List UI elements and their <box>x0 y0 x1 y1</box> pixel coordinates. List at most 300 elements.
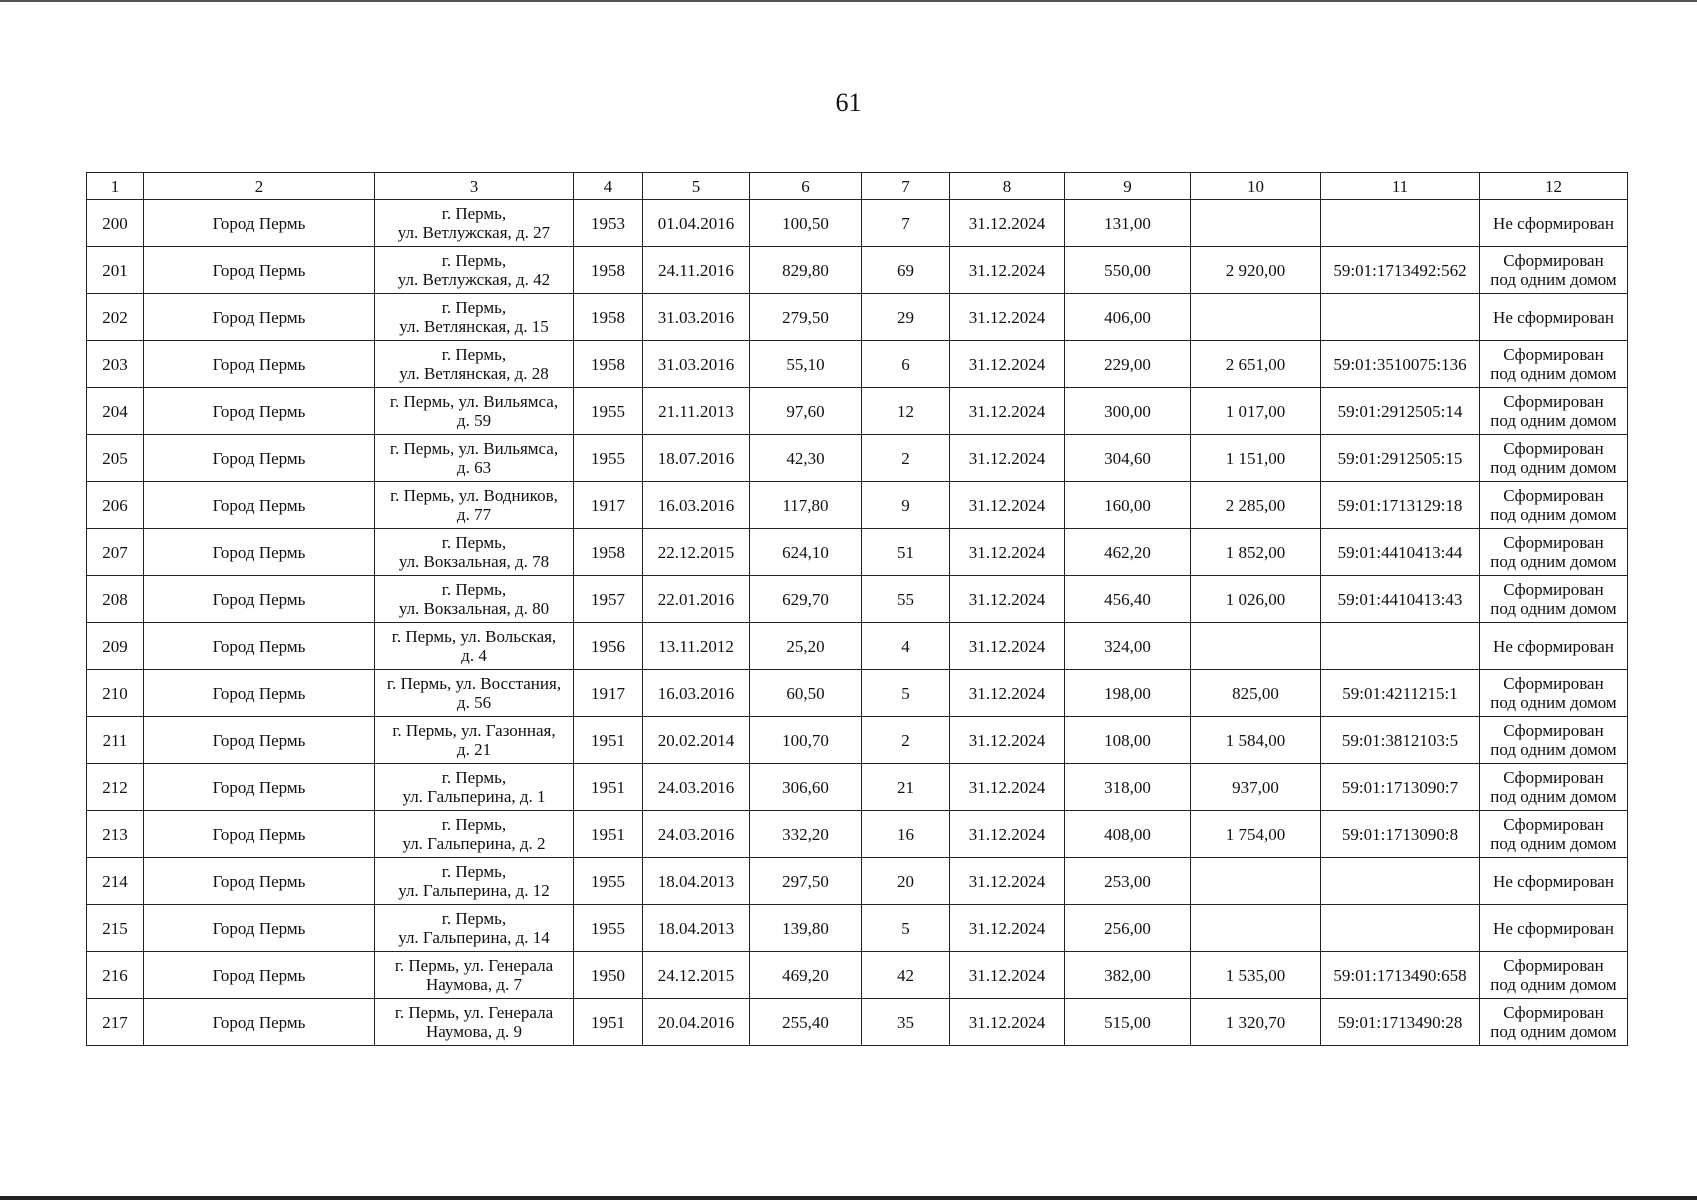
area-cell: 279,50 <box>750 294 862 341</box>
table-row <box>87 435 1628 482</box>
page-number: 61 <box>835 88 862 117</box>
area-cell: 100,50 <box>750 200 862 247</box>
status-line: Не сформирован <box>1493 871 1614 891</box>
column-9-cell: 324,00 <box>1065 623 1191 670</box>
row-number-cell: 215 <box>87 905 144 952</box>
cadastral-number-cell: 59:01:2912505:14 <box>1321 388 1480 435</box>
status-line: Сформирован <box>1503 956 1604 975</box>
land-area-cell: 2 285,00 <box>1191 482 1321 529</box>
cadastral-number-cell: 59:01:3812103:5 <box>1321 717 1480 764</box>
resettlement-deadline-cell: 31.12.2024 <box>950 905 1065 952</box>
recognition-date-cell: 24.11.2016 <box>643 247 750 294</box>
address-line: ул. Вокзальная, д. 80 <box>398 599 550 618</box>
land-area-cell: 2 920,00 <box>1191 247 1321 294</box>
year-built-cell: 1958 <box>574 294 643 341</box>
table-row <box>87 905 1628 952</box>
resettlement-deadline-cell: 31.12.2024 <box>950 341 1065 388</box>
row-number-cell: 209 <box>87 623 144 670</box>
table-row <box>87 200 1628 247</box>
area-cell: 139,80 <box>750 905 862 952</box>
residents-cell: 4 <box>862 623 950 670</box>
land-plot-status-cell <box>1480 670 1628 717</box>
address-cell <box>375 811 574 858</box>
column-9-cell: 456,40 <box>1065 576 1191 623</box>
status-line: Сформирован <box>1503 486 1604 505</box>
address-line: г. Пермь, <box>441 580 507 599</box>
address-line: Наумова, д. 7 <box>426 975 522 994</box>
cadastral-number-cell: 59:01:1713490:658 <box>1321 952 1480 999</box>
table-row <box>87 670 1628 717</box>
residents-cell: 6 <box>862 341 950 388</box>
row-number-cell: 211 <box>87 717 144 764</box>
address-cell <box>375 341 574 388</box>
column-9-cell: 318,00 <box>1065 764 1191 811</box>
area-cell: 25,20 <box>750 623 862 670</box>
year-built-cell: 1951 <box>574 764 643 811</box>
address-line: ул. Гальперина, д. 14 <box>398 928 550 947</box>
municipality-cell: Город Пермь <box>144 341 375 388</box>
table-row <box>87 576 1628 623</box>
status-line: Не сформирован <box>1493 307 1614 327</box>
municipality-cell: Город Пермь <box>144 247 375 294</box>
row-number-cell: 210 <box>87 670 144 717</box>
recognition-date-cell: 22.01.2016 <box>643 576 750 623</box>
area-cell: 42,30 <box>750 435 862 482</box>
municipality-cell: Город Пермь <box>144 717 375 764</box>
status-line: под одним домом <box>1490 552 1617 571</box>
municipality-cell: Город Пермь <box>144 999 375 1046</box>
address-cell <box>375 529 574 576</box>
address-line: ул. Гальперина, д. 2 <box>402 834 546 853</box>
row-number-cell: 203 <box>87 341 144 388</box>
address-line: д. 59 <box>456 411 492 430</box>
column-9-cell: 300,00 <box>1065 388 1191 435</box>
address-cell <box>375 247 574 294</box>
resettlement-deadline-cell: 31.12.2024 <box>950 952 1065 999</box>
status-line: под одним домом <box>1490 411 1617 430</box>
column-9-cell: 408,00 <box>1065 811 1191 858</box>
address-line: г. Пермь, ул. Вильямса, <box>389 392 559 411</box>
column-header: 5 <box>643 173 750 200</box>
status-line: Сформирован <box>1503 815 1604 834</box>
year-built-cell: 1951 <box>574 811 643 858</box>
municipality-cell: Город Пермь <box>144 952 375 999</box>
year-built-cell: 1917 <box>574 482 643 529</box>
land-area-cell <box>1191 294 1321 341</box>
column-9-cell: 382,00 <box>1065 952 1191 999</box>
recognition-date-cell: 18.07.2016 <box>643 435 750 482</box>
year-built-cell: 1951 <box>574 717 643 764</box>
address-line: г. Пермь, ул. Восстания, <box>386 674 562 693</box>
address-cell <box>375 905 574 952</box>
table-row <box>87 999 1628 1046</box>
residents-cell: 5 <box>862 905 950 952</box>
address-line: г. Пермь, <box>441 533 507 552</box>
resettlement-deadline-cell: 31.12.2024 <box>950 294 1065 341</box>
residents-cell: 12 <box>862 388 950 435</box>
row-number-cell: 213 <box>87 811 144 858</box>
cadastral-number-cell: 59:01:2912505:15 <box>1321 435 1480 482</box>
municipality-cell: Город Пермь <box>144 529 375 576</box>
status-line: под одним домом <box>1490 1022 1617 1041</box>
address-line: д. 21 <box>456 740 492 759</box>
column-header: 4 <box>574 173 643 200</box>
status-line: Сформирован <box>1503 345 1604 364</box>
address-cell <box>375 435 574 482</box>
land-area-cell: 937,00 <box>1191 764 1321 811</box>
column-header: 2 <box>144 173 375 200</box>
year-built-cell: 1958 <box>574 529 643 576</box>
cadastral-number-cell: 59:01:4410413:43 <box>1321 576 1480 623</box>
resettlement-deadline-cell: 31.12.2024 <box>950 811 1065 858</box>
land-plot-status-cell <box>1480 576 1628 623</box>
address-line: г. Пермь, <box>441 862 507 881</box>
status-line: Сформирован <box>1503 1003 1604 1022</box>
land-plot-status-cell <box>1480 341 1628 388</box>
land-area-cell <box>1191 623 1321 670</box>
recognition-date-cell: 31.03.2016 <box>643 294 750 341</box>
recognition-date-cell: 31.03.2016 <box>643 341 750 388</box>
area-cell: 60,50 <box>750 670 862 717</box>
row-number-cell: 204 <box>87 388 144 435</box>
municipality-cell: Город Пермь <box>144 576 375 623</box>
land-plot-status-cell <box>1480 858 1628 905</box>
status-line: под одним домом <box>1490 975 1617 994</box>
land-area-cell: 1 852,00 <box>1191 529 1321 576</box>
land-area-cell <box>1191 905 1321 952</box>
year-built-cell: 1955 <box>574 858 643 905</box>
municipality-cell: Город Пермь <box>144 294 375 341</box>
recognition-date-cell: 16.03.2016 <box>643 482 750 529</box>
address-cell <box>375 623 574 670</box>
column-header: 11 <box>1321 173 1480 200</box>
address-cell <box>375 482 574 529</box>
column-9-cell: 462,20 <box>1065 529 1191 576</box>
year-built-cell: 1958 <box>574 341 643 388</box>
land-plot-status-cell <box>1480 999 1628 1046</box>
area-cell: 624,10 <box>750 529 862 576</box>
land-plot-status-cell <box>1480 952 1628 999</box>
municipality-cell: Город Пермь <box>144 811 375 858</box>
row-number-cell: 212 <box>87 764 144 811</box>
area-cell: 117,80 <box>750 482 862 529</box>
address-line: ул. Ветлянская, д. 28 <box>399 364 549 383</box>
status-line: Сформирован <box>1503 580 1604 599</box>
recognition-date-cell: 24.12.2015 <box>643 952 750 999</box>
column-9-cell: 256,00 <box>1065 905 1191 952</box>
land-area-cell: 2 651,00 <box>1191 341 1321 388</box>
table-row <box>87 341 1628 388</box>
residents-cell: 16 <box>862 811 950 858</box>
status-line: под одним домом <box>1490 458 1617 477</box>
residents-cell: 69 <box>862 247 950 294</box>
area-cell: 55,10 <box>750 341 862 388</box>
address-line: д. 63 <box>456 458 492 477</box>
address-cell <box>375 200 574 247</box>
municipality-cell: Город Пермь <box>144 200 375 247</box>
status-line: Сформирован <box>1503 392 1604 411</box>
resettlement-deadline-cell: 31.12.2024 <box>950 623 1065 670</box>
status-line: под одним домом <box>1490 270 1617 289</box>
recognition-date-cell: 18.04.2013 <box>643 858 750 905</box>
recognition-date-cell: 20.04.2016 <box>643 999 750 1046</box>
column-9-cell: 108,00 <box>1065 717 1191 764</box>
column-header: 6 <box>750 173 862 200</box>
status-line: Сформирован <box>1503 439 1604 458</box>
land-plot-status-cell <box>1480 200 1628 247</box>
address-line: г. Пермь, ул. Генерала <box>394 956 554 975</box>
address-line: ул. Ветлужская, д. 27 <box>397 223 551 242</box>
table-row <box>87 623 1628 670</box>
recognition-date-cell: 01.04.2016 <box>643 200 750 247</box>
address-cell <box>375 670 574 717</box>
address-line: г. Пермь, ул. Газонная, <box>392 721 556 740</box>
row-number-cell: 207 <box>87 529 144 576</box>
row-number-cell: 200 <box>87 200 144 247</box>
resettlement-deadline-cell: 31.12.2024 <box>950 670 1065 717</box>
land-plot-status-cell <box>1480 811 1628 858</box>
land-plot-status-cell <box>1480 764 1628 811</box>
table-row <box>87 764 1628 811</box>
recognition-date-cell: 24.03.2016 <box>643 811 750 858</box>
residents-cell: 21 <box>862 764 950 811</box>
address-line: ул. Гальперина, д. 1 <box>402 787 546 806</box>
land-area-cell: 1 151,00 <box>1191 435 1321 482</box>
recognition-date-cell: 13.11.2012 <box>643 623 750 670</box>
land-area-cell: 1 754,00 <box>1191 811 1321 858</box>
column-header: 7 <box>862 173 950 200</box>
year-built-cell: 1955 <box>574 388 643 435</box>
cadastral-number-cell: 59:01:3510075:136 <box>1321 341 1480 388</box>
land-plot-status-cell <box>1480 905 1628 952</box>
row-number-cell: 206 <box>87 482 144 529</box>
resettlement-deadline-cell: 31.12.2024 <box>950 858 1065 905</box>
address-line: г. Пермь, ул. Вольская, <box>391 627 557 646</box>
table-row <box>87 482 1628 529</box>
cadastral-number-cell: 59:01:1713090:8 <box>1321 811 1480 858</box>
residents-cell: 55 <box>862 576 950 623</box>
municipality-cell: Город Пермь <box>144 623 375 670</box>
municipality-cell: Город Пермь <box>144 435 375 482</box>
resettlement-deadline-cell: 31.12.2024 <box>950 576 1065 623</box>
row-number-cell: 217 <box>87 999 144 1046</box>
resettlement-deadline-cell: 31.12.2024 <box>950 999 1065 1046</box>
cadastral-number-cell <box>1321 905 1480 952</box>
address-line: ул. Ветлянская, д. 15 <box>399 317 549 336</box>
year-built-cell: 1950 <box>574 952 643 999</box>
land-plot-status-cell <box>1480 482 1628 529</box>
column-header: 10 <box>1191 173 1321 200</box>
residents-cell: 42 <box>862 952 950 999</box>
residents-cell: 5 <box>862 670 950 717</box>
address-line: д. 77 <box>456 505 492 524</box>
row-number-cell: 205 <box>87 435 144 482</box>
address-cell <box>375 858 574 905</box>
row-number-cell: 202 <box>87 294 144 341</box>
row-number-cell: 201 <box>87 247 144 294</box>
cadastral-number-cell: 59:01:4410413:44 <box>1321 529 1480 576</box>
resettlement-deadline-cell: 31.12.2024 <box>950 247 1065 294</box>
cadastral-number-cell: 59:01:1713090:7 <box>1321 764 1480 811</box>
resettlement-deadline-cell: 31.12.2024 <box>950 717 1065 764</box>
address-line: г. Пермь, <box>441 298 507 317</box>
land-area-cell: 1 026,00 <box>1191 576 1321 623</box>
year-built-cell: 1955 <box>574 905 643 952</box>
area-cell: 297,50 <box>750 858 862 905</box>
address-line: г. Пермь, <box>441 909 507 928</box>
land-area-cell: 1 535,00 <box>1191 952 1321 999</box>
municipality-cell: Город Пермь <box>144 388 375 435</box>
year-built-cell: 1955 <box>574 435 643 482</box>
residents-cell: 20 <box>862 858 950 905</box>
recognition-date-cell: 21.11.2013 <box>643 388 750 435</box>
row-number-cell: 214 <box>87 858 144 905</box>
status-line: под одним домом <box>1490 693 1617 712</box>
row-number-cell: 216 <box>87 952 144 999</box>
column-9-cell: 229,00 <box>1065 341 1191 388</box>
column-header: 12 <box>1480 173 1628 200</box>
status-line: Сформирован <box>1503 533 1604 552</box>
table-row <box>87 247 1628 294</box>
land-area-cell <box>1191 200 1321 247</box>
recognition-date-cell: 20.02.2014 <box>643 717 750 764</box>
municipality-cell: Город Пермь <box>144 858 375 905</box>
status-line: под одним домом <box>1490 834 1617 853</box>
status-line: Сформирован <box>1503 768 1604 787</box>
address-line: г. Пермь, <box>441 345 507 364</box>
municipality-cell: Город Пермь <box>144 482 375 529</box>
land-area-cell: 1 320,70 <box>1191 999 1321 1046</box>
recognition-date-cell: 16.03.2016 <box>643 670 750 717</box>
cadastral-number-cell: 59:01:1713129:18 <box>1321 482 1480 529</box>
column-header: 3 <box>375 173 574 200</box>
address-line: г. Пермь, ул. Генерала <box>394 1003 554 1022</box>
housing-register-table <box>86 172 1628 1046</box>
address-cell <box>375 388 574 435</box>
land-plot-status-cell <box>1480 294 1628 341</box>
address-line: ул. Гальперина, д. 12 <box>398 881 550 900</box>
resettlement-deadline-cell: 31.12.2024 <box>950 388 1065 435</box>
year-built-cell: 1956 <box>574 623 643 670</box>
residents-cell: 35 <box>862 999 950 1046</box>
area-cell: 829,80 <box>750 247 862 294</box>
address-line: Наумова, д. 9 <box>426 1022 522 1041</box>
municipality-cell: Город Пермь <box>144 670 375 717</box>
address-line: г. Пермь, <box>441 204 507 223</box>
cadastral-number-cell <box>1321 200 1480 247</box>
residents-cell: 2 <box>862 717 950 764</box>
year-built-cell: 1957 <box>574 576 643 623</box>
table-row <box>87 858 1628 905</box>
address-cell <box>375 952 574 999</box>
cadastral-number-cell <box>1321 858 1480 905</box>
status-line: Сформирован <box>1503 721 1604 740</box>
page-top-edge <box>0 0 1697 2</box>
table-row <box>87 952 1628 999</box>
area-cell: 100,70 <box>750 717 862 764</box>
status-line: Не сформирован <box>1493 918 1614 938</box>
column-9-cell: 304,60 <box>1065 435 1191 482</box>
table-body <box>87 200 1628 1046</box>
column-header: 1 <box>87 173 144 200</box>
table-row <box>87 811 1628 858</box>
table-row <box>87 388 1628 435</box>
address-line: г. Пермь, <box>441 768 507 787</box>
cadastral-number-cell: 59:01:4211215:1 <box>1321 670 1480 717</box>
residents-cell: 7 <box>862 200 950 247</box>
land-area-cell: 1 584,00 <box>1191 717 1321 764</box>
address-line: г. Пермь, ул. Вильямса, <box>389 439 559 458</box>
year-built-cell: 1953 <box>574 200 643 247</box>
resettlement-deadline-cell: 31.12.2024 <box>950 435 1065 482</box>
status-line: под одним домом <box>1490 599 1617 618</box>
address-line: д. 56 <box>456 693 492 712</box>
address-line: г. Пермь, <box>441 251 507 270</box>
status-line: Не сформирован <box>1493 213 1614 233</box>
status-line: Не сформирован <box>1493 636 1614 656</box>
status-line: под одним домом <box>1490 740 1617 759</box>
address-line: ул. Вокзальная, д. 78 <box>398 552 550 571</box>
land-area-cell: 1 017,00 <box>1191 388 1321 435</box>
address-cell <box>375 764 574 811</box>
land-plot-status-cell <box>1480 388 1628 435</box>
status-line: Сформирован <box>1503 251 1604 270</box>
table-row <box>87 717 1628 764</box>
year-built-cell: 1951 <box>574 999 643 1046</box>
column-number-row <box>87 173 1628 200</box>
row-number-cell: 208 <box>87 576 144 623</box>
cadastral-number-cell <box>1321 294 1480 341</box>
table-row <box>87 294 1628 341</box>
area-cell: 629,70 <box>750 576 862 623</box>
resettlement-deadline-cell: 31.12.2024 <box>950 764 1065 811</box>
year-built-cell: 1958 <box>574 247 643 294</box>
municipality-cell: Город Пермь <box>144 764 375 811</box>
resettlement-deadline-cell: 31.12.2024 <box>950 200 1065 247</box>
recognition-date-cell: 22.12.2015 <box>643 529 750 576</box>
residents-cell: 51 <box>862 529 950 576</box>
column-9-cell: 550,00 <box>1065 247 1191 294</box>
area-cell: 306,60 <box>750 764 862 811</box>
land-plot-status-cell <box>1480 717 1628 764</box>
address-line: д. 4 <box>461 646 487 665</box>
residents-cell: 9 <box>862 482 950 529</box>
area-cell: 97,60 <box>750 388 862 435</box>
column-9-cell: 160,00 <box>1065 482 1191 529</box>
column-9-cell: 515,00 <box>1065 999 1191 1046</box>
column-9-cell: 198,00 <box>1065 670 1191 717</box>
status-line: под одним домом <box>1490 505 1617 524</box>
address-cell <box>375 294 574 341</box>
table-row <box>87 529 1628 576</box>
land-plot-status-cell <box>1480 247 1628 294</box>
cadastral-number-cell <box>1321 623 1480 670</box>
recognition-date-cell: 24.03.2016 <box>643 764 750 811</box>
address-line: г. Пермь, ул. Водников, <box>390 486 558 505</box>
resettlement-deadline-cell: 31.12.2024 <box>950 482 1065 529</box>
resettlement-deadline-cell: 31.12.2024 <box>950 529 1065 576</box>
status-line: под одним домом <box>1490 787 1617 806</box>
year-built-cell: 1917 <box>574 670 643 717</box>
land-plot-status-cell <box>1480 529 1628 576</box>
land-plot-status-cell <box>1480 623 1628 670</box>
area-cell: 255,40 <box>750 999 862 1046</box>
column-9-cell: 253,00 <box>1065 858 1191 905</box>
column-9-cell: 131,00 <box>1065 200 1191 247</box>
status-line: под одним домом <box>1490 364 1617 383</box>
residents-cell: 29 <box>862 294 950 341</box>
recognition-date-cell: 18.04.2013 <box>643 905 750 952</box>
